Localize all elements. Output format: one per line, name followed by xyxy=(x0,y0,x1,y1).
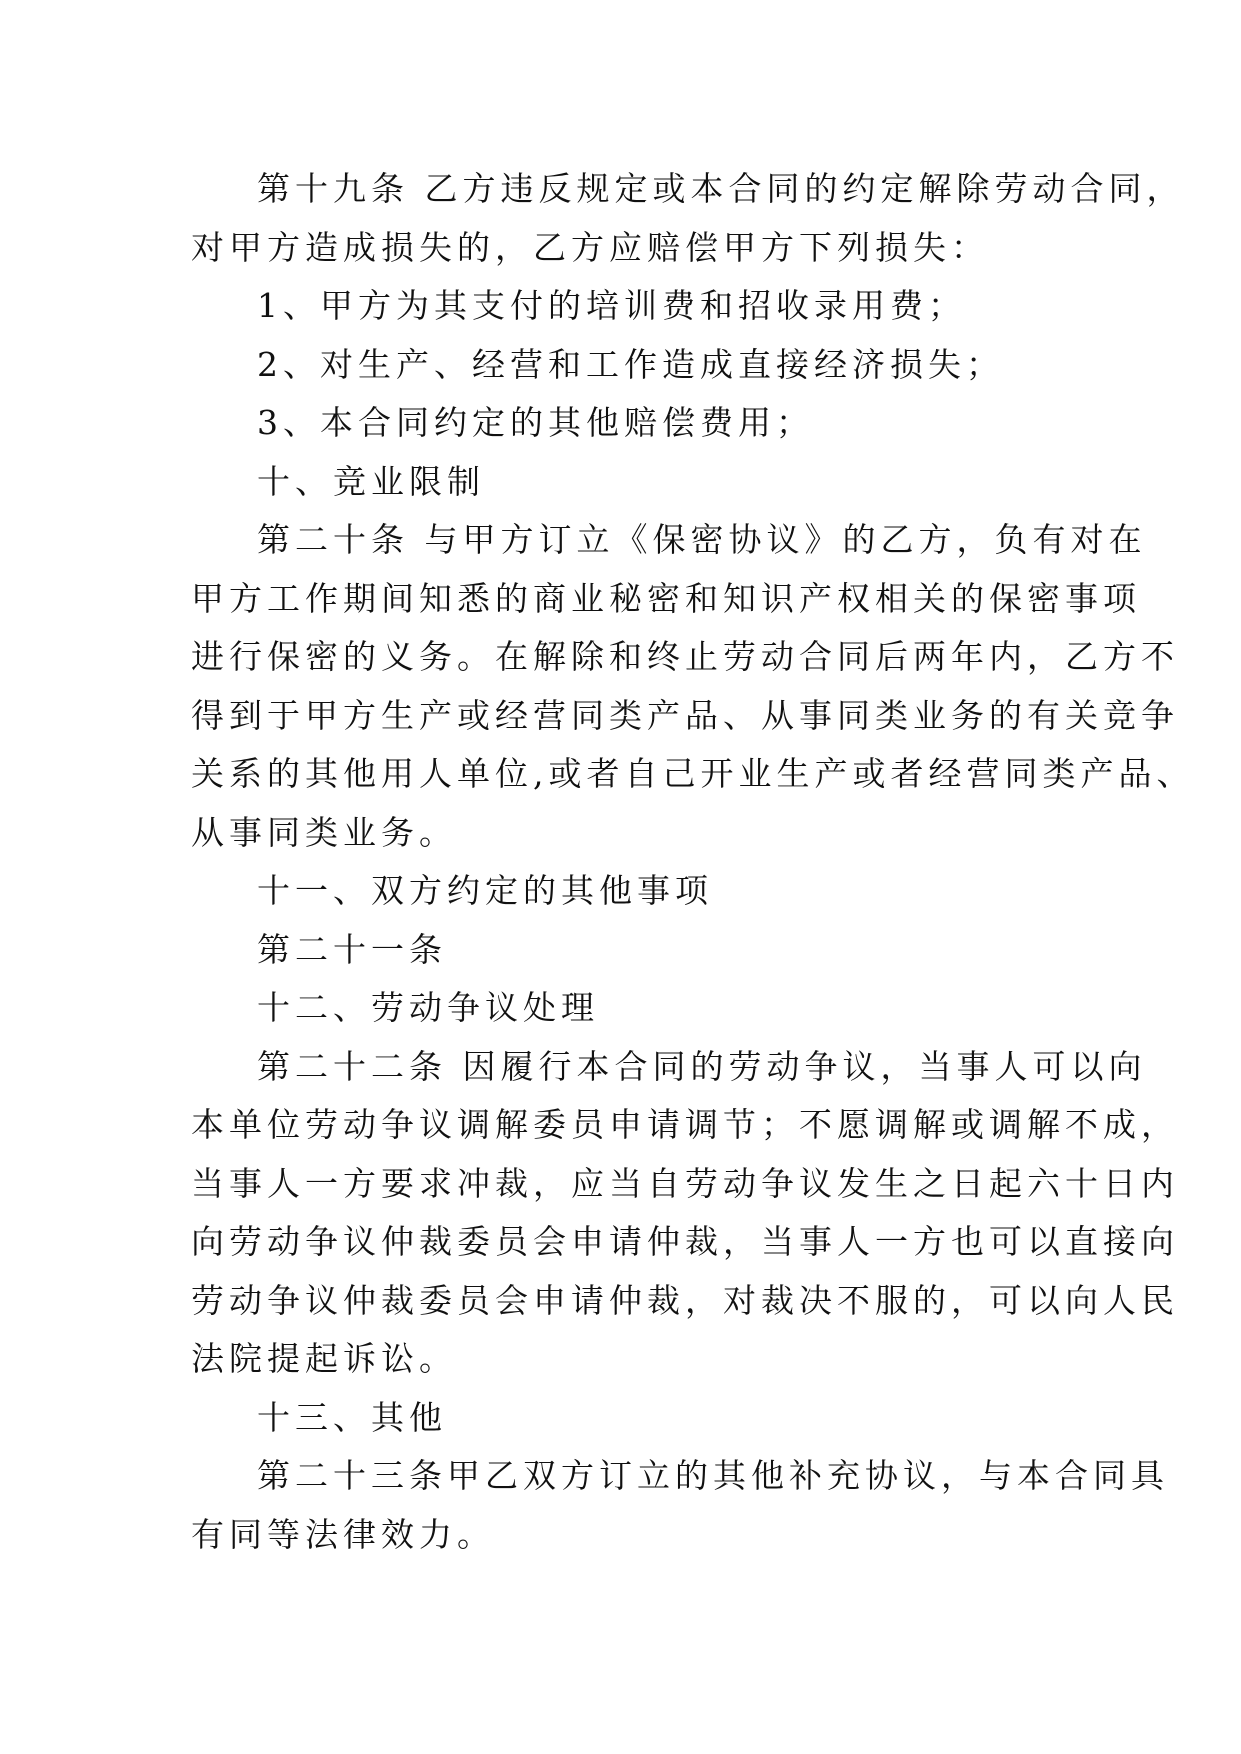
list-item-number: 1、 xyxy=(257,286,321,325)
article-22 xyxy=(191,1038,1179,1389)
article-21: 第二十一条 xyxy=(257,929,447,969)
list-item xyxy=(191,336,1069,395)
section-heading-13: 十三、其他 xyxy=(257,1397,447,1437)
list-item-number: 2、 xyxy=(257,344,321,384)
list-item-text: 本合同约定的其他赔偿费用； xyxy=(320,403,814,442)
article-20 xyxy=(191,511,1195,862)
article-22-line: 法院提起诉讼。 xyxy=(191,1339,457,1378)
article-19-line: 对甲方造成损失的，乙方应赔偿甲方下列损失： xyxy=(191,227,989,267)
article-20-line: 第二十条 与甲方订立《保密协议》的乙方，负有对在 xyxy=(257,520,1147,559)
section-heading-12: 十二、劳动争议处理 xyxy=(257,988,599,1027)
article-23 xyxy=(191,1447,1169,1564)
article-22-line: 第二十二条 因履行本合同的劳动争议，当事人可以向 xyxy=(257,1046,1147,1086)
article-22-line: 劳动争议仲裁委员会申请仲裁，对裁决不服的，可以向人民 xyxy=(191,1280,1179,1320)
article-22-line: 当事人一方要求冲裁，应当自劳动争议发生之日起六十日内 xyxy=(191,1163,1179,1203)
section-heading-10: 十、竞业限制 xyxy=(257,461,485,501)
article-23-line: 第二十三条甲乙双方订立的其他补充协议，与本合同具 xyxy=(257,1456,1169,1495)
section-heading-11: 十一、双方约定的其他事项 xyxy=(257,871,713,910)
list-item-number: 3、 xyxy=(257,403,321,442)
article-22-line: 向劳动争议仲裁委员会申请仲裁，当事人一方也可以直接向 xyxy=(191,1222,1179,1261)
article-19-line: 第十九条 乙方违反规定或本合同的约定解除劳动合同， xyxy=(257,169,1185,208)
article-20-line: 甲方工作期间知悉的商业秘密和知识产权相关的保密事项 xyxy=(191,578,1141,618)
list-item xyxy=(191,394,1069,453)
list-item-text: 甲方为其支付的培训费和招收录用费； xyxy=(320,286,966,325)
article-20-line: 从事同类业务。 xyxy=(191,812,457,852)
article-20-line: 关系的其他用人单位,或者自己开业生产或者经营同类产品、 xyxy=(191,754,1195,793)
document-body xyxy=(191,160,1195,1564)
article-23-line: 有同等法律效力。 xyxy=(191,1514,495,1554)
list-item-text: 对生产、经营和工作造成直接经济损失； xyxy=(320,344,1004,384)
article-20-line: 得到于甲方生产或经营同类产品、从事同类业务的有关竞争 xyxy=(191,695,1179,735)
article-22-line: 本单位劳动争议调解委员申请调节；不愿调解或调解不成， xyxy=(191,1105,1179,1144)
article-19 xyxy=(191,160,1185,277)
list-item xyxy=(191,277,1069,336)
article-20-line: 进行保密的义务。在解除和终止劳动合同后两年内，乙方不 xyxy=(191,637,1179,676)
